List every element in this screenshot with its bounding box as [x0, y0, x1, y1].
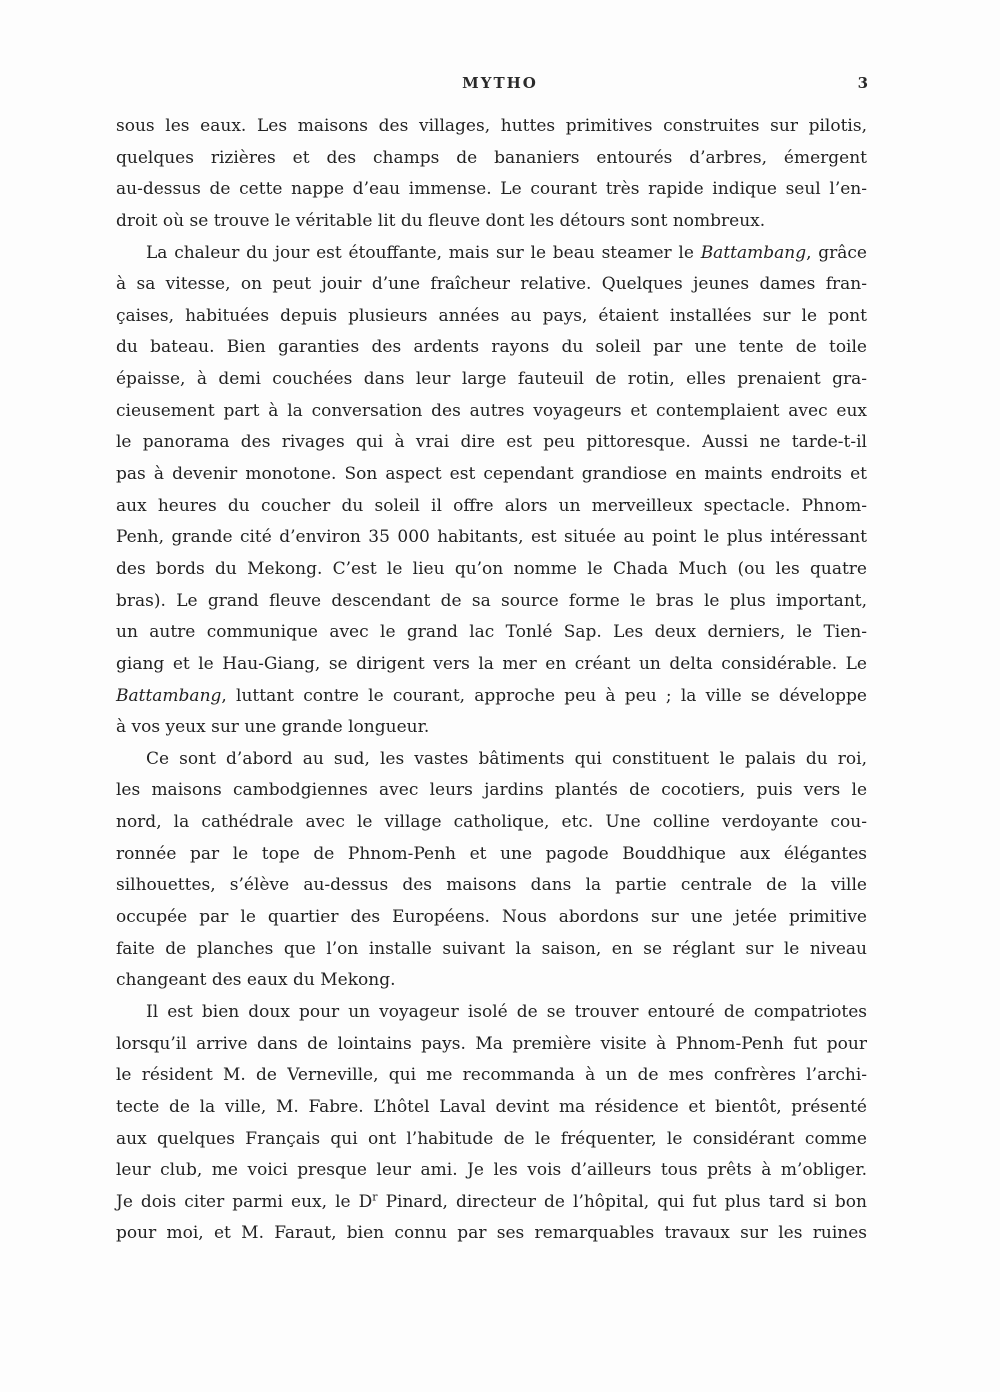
text-line: à vos yeux sur une grande longueur. — [116, 717, 430, 738]
text-line: faite de planches que l’on installe suivant la saison, en se réglant sur le niveau — [116, 938, 867, 959]
text-line: bras). Le grand fleuve descendant de sa source forme le bras le plus important, — [116, 590, 867, 611]
text-line: nord, la cathédrale avec le village catholique, etc. Une colline verdoyante cou- — [116, 812, 867, 833]
paragraph — [116, 997, 867, 1250]
text-line: giang et le Hau-Giang, se dirigent vers la mer en créant un delta considérable. Le — [116, 653, 867, 674]
text-line: aux quelques Français qui ont l’habitude de le fréquenter, le considérant comme — [116, 1128, 867, 1149]
text-line: épaisse, à demi couchées dans leur large fauteuil de rotin, elles prenaient gra- — [116, 369, 867, 390]
text-line: du bateau. Bien garanties des ardents rayons du soleil par une tente de toile — [116, 337, 867, 358]
text-line: lorsqu’il arrive dans de lointains pays. Ma première visite à Phnom-Penh fut pour — [116, 1033, 867, 1054]
text-line: quelques rizières et des champs de bananiers entourés d’arbres, émergent — [116, 147, 867, 168]
text-line: tecte de la ville, M. Fabre. L’hôtel Laval devint ma résidence et bientôt, présenté — [116, 1096, 867, 1117]
text-line: sous les eaux. Les maisons des villages, huttes primitives construites sur pilotis, — [116, 116, 867, 136]
ship-name: Battambang — [116, 685, 222, 706]
text-line: çaises, habituées depuis plusieurs années au pays, étaient installées sur le pont — [116, 305, 867, 326]
text-line: leur club, me voici presque leur ami. Je les vois d’ailleurs tous prêts à m’obliger. — [116, 1160, 867, 1181]
text-line: changeant des eaux du Mekong. — [116, 970, 396, 991]
paragraph — [116, 238, 867, 744]
body-text — [116, 111, 867, 1250]
text-line: Battambang, luttant contre le courant, approche peu à peu ; la ville se développe — [116, 685, 867, 706]
running-header — [0, 74, 1000, 98]
text-line: silhouettes, s’élève au-dessus des maisons dans la partie centrale de la ville — [116, 875, 867, 896]
text-line: pas à devenir monotone. Son aspect est cependant grandiose en maints endroits et — [116, 464, 867, 485]
text-line: au-dessus de cette nappe d’eau immense. Le courant très rapide indique seul l’en- — [116, 179, 867, 200]
text-line: Je dois citer parmi eux, le $D^r$ Pinard, directeur de l’hôpital, qui fut plus tard si bon — [116, 1190, 867, 1212]
text-line: des bords du Mekong. C’est le lieu qu’on nomme le Chada Much (ou les quatre — [116, 558, 867, 579]
superscript: r — [372, 1190, 378, 1204]
running-title: MYTHO — [462, 74, 538, 92]
text-line: Il est bien doux pour un voyageur isolé de se trouver entouré de compatriotes — [146, 1001, 867, 1022]
paragraph — [116, 744, 867, 997]
text-line: droit où se trouve le véritable lit du fleuve dont les détours sont nombreux. — [116, 210, 766, 231]
text-line: cieusement part à la conversation des autres voyageurs et contemplaient avec eux — [116, 400, 867, 421]
text-line: Penh, grande cité d’environ 35 000 habitants, est située au point le plus intéressant — [116, 527, 867, 548]
text-line: le résident M. de Verneville, qui me recommanda à un de mes confrères l’archi- — [116, 1065, 867, 1086]
text-line: à sa vitesse, on peut jouir d’une fraîcheur relative. Quelques jeunes dames fran- — [116, 274, 867, 295]
paragraph — [116, 111, 867, 238]
text-line: occupée par le quartier des Européens. Nous abordons sur une jetée primitive — [116, 907, 867, 928]
text-line: un autre communique avec le grand lac Tonlé Sap. Les deux derniers, le Tien- — [116, 622, 867, 643]
page-number: 3 — [857, 74, 868, 92]
text-line: ronnée par le tope de Phnom-Penh et une pagode Bouddhique aux élégantes — [116, 843, 867, 864]
text-line: les maisons cambodgiennes avec leurs jardins plantés de cocotiers, puis vers le — [116, 780, 867, 801]
ship-name: Battambang — [700, 242, 807, 263]
text-line: Ce sont d’abord au sud, les vastes bâtiments qui constituent le palais du roi, — [146, 748, 867, 769]
text-line: le panorama des rivages qui à vrai dire est peu pittoresque. Aussi ne tarde-t-il — [116, 432, 867, 453]
text-line: pour moi, et M. Faraut, bien connu par ses remarquables travaux sur les ruines — [116, 1223, 867, 1244]
text-line: aux heures du coucher du soleil il offre alors un merveilleux spectacle. Phnom- — [116, 495, 867, 516]
text-line: La chaleur du jour est étouffante, mais sur le beau steamer le Battambang, grâce — [146, 242, 867, 263]
